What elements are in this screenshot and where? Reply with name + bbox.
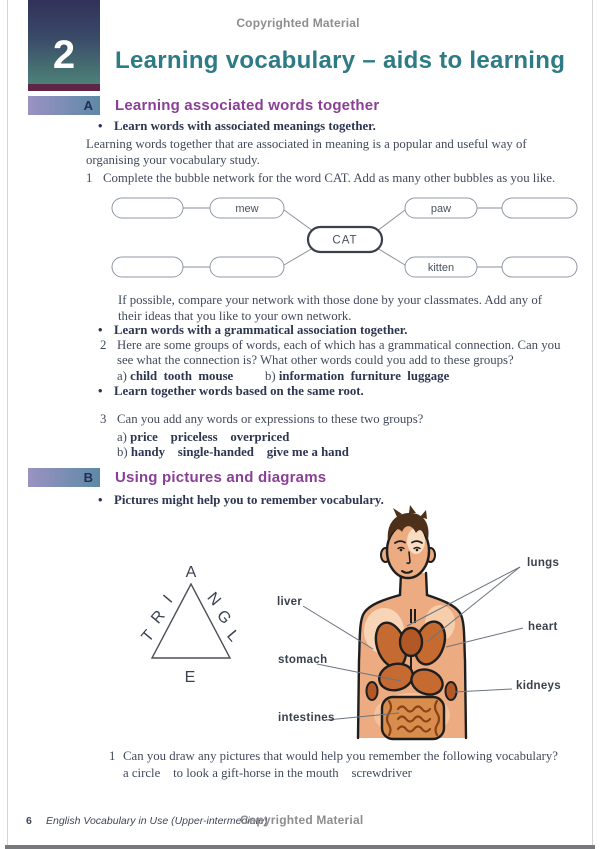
exercise-option-a bbox=[117, 430, 289, 446]
bullet-text: Learn together words based on the same root. bbox=[114, 383, 364, 398]
bubble-network-diagram bbox=[105, 192, 585, 287]
option-label: a) bbox=[117, 430, 131, 444]
bullet-item bbox=[98, 384, 364, 400]
bullet-icon bbox=[98, 493, 114, 509]
exercise-text: Here are some groups of words, each of which has a grammatical connection. Can you bbox=[117, 337, 561, 352]
option-words: price priceless overpriced bbox=[130, 430, 290, 444]
page-edge-left bbox=[7, 0, 8, 845]
page-bottom-bar bbox=[5, 845, 595, 849]
section-b-badge bbox=[28, 468, 100, 487]
option-label: b) bbox=[265, 369, 279, 383]
bullet-text: Pictures might help you to remember vocabulary. bbox=[114, 492, 384, 507]
unit-box-maroon-strip bbox=[28, 84, 100, 91]
exercise-text: see what the connection is? What other words could you add to these groups? bbox=[117, 353, 514, 367]
head bbox=[387, 524, 429, 578]
kidney bbox=[367, 682, 378, 700]
organ-label-heart: heart bbox=[528, 621, 558, 633]
triangle-letter-i: I bbox=[160, 592, 177, 607]
triangle-letter-t: T bbox=[138, 627, 159, 646]
triangle-letter-e: E bbox=[184, 669, 196, 686]
paragraph-line: their ideas that you like to your own network. bbox=[118, 308, 352, 323]
triangle-letter-a: A bbox=[185, 564, 197, 581]
network-label-cat: CAT bbox=[332, 234, 358, 247]
bullet-item bbox=[98, 323, 407, 339]
exercise-text: Complete the bubble network for the word CAT. Add as many other bubbles as you like. bbox=[103, 171, 556, 185]
footer-book-title: English Vocabulary in Use (Upper-intermediate) bbox=[46, 815, 268, 827]
network-bubble-empty bbox=[502, 257, 577, 277]
page-edge-right bbox=[592, 0, 593, 845]
paragraph-line: If possible, compare your network with those done by your classmates. Add any of bbox=[118, 293, 542, 307]
network-label-kitten: kitten bbox=[427, 262, 455, 274]
organ-label-intestines: intestines bbox=[278, 712, 335, 724]
exercise-number: 1 bbox=[109, 748, 116, 763]
bullet-text: Learn words with associated meanings together. bbox=[114, 119, 376, 133]
section-b-heading: Using pictures and diagrams bbox=[115, 469, 327, 486]
section-a-badge-letter: A bbox=[83, 98, 93, 113]
unit-number: 2 bbox=[52, 33, 76, 77]
heart-organ bbox=[400, 628, 422, 656]
network-bubble-empty bbox=[502, 198, 577, 218]
copyright-watermark-top: Copyrighted Material bbox=[236, 16, 360, 30]
bullet-item bbox=[98, 119, 376, 135]
option-label: b) bbox=[117, 445, 131, 459]
organ-label-stomach: stomach bbox=[278, 654, 328, 666]
option-words: information furniture luggage bbox=[278, 369, 450, 383]
bullet-icon bbox=[98, 384, 114, 400]
bullet-icon bbox=[98, 119, 114, 135]
network-bubble-empty bbox=[112, 257, 183, 277]
organ-label-liver: liver bbox=[277, 596, 303, 608]
network-label-mew: mew bbox=[235, 203, 259, 215]
paragraph-line: Learning words together that are associated in meaning is a popular and useful way of bbox=[86, 137, 527, 151]
exercise-number: 3 bbox=[100, 412, 107, 426]
bullet-icon bbox=[98, 323, 114, 339]
section-b-badge-letter: B bbox=[83, 470, 93, 485]
page-number: 6 bbox=[26, 815, 32, 827]
section-a-heading: Learning associated words together bbox=[115, 97, 380, 114]
kidney bbox=[446, 682, 457, 700]
option-words: handy single-handed give me a hand bbox=[130, 445, 349, 459]
triangle-diagram bbox=[120, 545, 260, 695]
option-words: child tooth mouse bbox=[130, 369, 234, 383]
exercise-option-a bbox=[117, 369, 233, 385]
exercise-text: Can you add any words or expressions to these two groups? bbox=[117, 412, 424, 426]
page-title: Learning vocabulary – aids to learning bbox=[115, 47, 566, 74]
exercise-option-b bbox=[117, 445, 349, 461]
exercise-text: Can you draw any pictures that would help you remember the following vocabulary? bbox=[123, 748, 558, 763]
section-a-badge bbox=[28, 96, 100, 115]
network-bubble-empty bbox=[210, 257, 284, 277]
organ-label-kidneys: kidneys bbox=[516, 680, 561, 692]
exercise-number: 2 bbox=[100, 337, 107, 352]
exercise-number: 1 bbox=[86, 171, 93, 185]
triangle-letter-l: L bbox=[223, 627, 242, 646]
exercise-examples: a circle to look a gift-horse in the mouth screwdriver bbox=[123, 765, 412, 780]
paragraph-line: organising your vocabulary study. bbox=[86, 152, 260, 167]
triangle-letter-r: R bbox=[148, 607, 169, 628]
body-organs-illustration bbox=[270, 505, 570, 750]
bullet-text: Learn words with a grammatical association together. bbox=[114, 322, 408, 337]
option-label: a) bbox=[117, 369, 131, 383]
organ-label-lungs: lungs bbox=[527, 557, 560, 569]
copyright-watermark-bottom: Copyrighted Material bbox=[240, 813, 364, 827]
triangle-letter-n: N bbox=[203, 589, 224, 610]
triangle-letter-g: G bbox=[213, 607, 235, 628]
network-bubble-empty bbox=[112, 198, 183, 218]
network-label-paw: paw bbox=[430, 203, 452, 215]
unit-number-box bbox=[28, 0, 100, 84]
exercise-option-b bbox=[265, 369, 449, 385]
